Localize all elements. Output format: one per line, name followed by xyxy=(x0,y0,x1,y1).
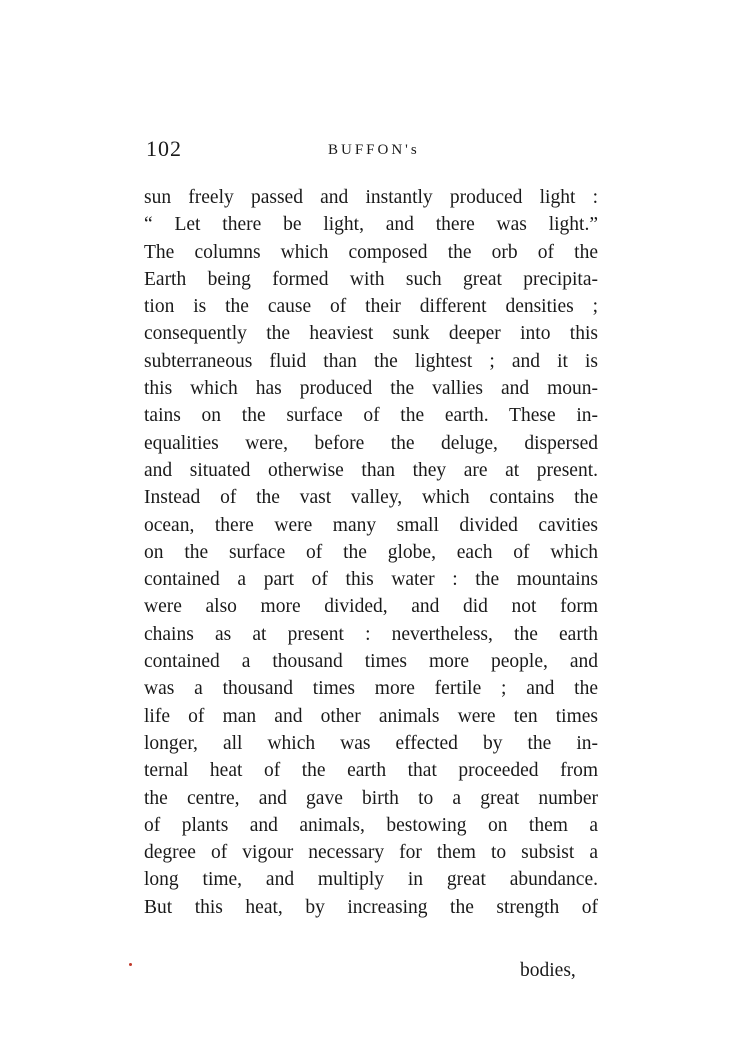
text-line: ternal heat of the earth that proceeded from xyxy=(144,760,598,782)
text-line: life of man and other animals were ten times xyxy=(144,705,598,727)
text-line: this which has produced the vallies and moun- xyxy=(144,378,598,400)
text-line: degree of vigour necessary for them to subsist a xyxy=(144,842,598,864)
text-line: was a thousand times more fertile ; and the xyxy=(144,678,598,700)
text-line: ocean, there were many small divided cavities xyxy=(144,514,598,536)
text-line: equalities were, before the deluge, dispersed xyxy=(144,432,598,454)
running-head: BUFFON's xyxy=(328,142,420,158)
page-number: 102 xyxy=(146,136,182,161)
text-line: the centre, and gave birth to a great number xyxy=(144,787,598,809)
text-line: But this heat, by increasing the strength of xyxy=(144,896,598,918)
text-line: were also more divided, and did not form xyxy=(144,596,598,618)
text-line: subterraneous fluid than the lightest ; and it is xyxy=(144,350,598,372)
text-line: Instead of the vast valley, which contains the xyxy=(144,487,598,509)
text-line: on the surface of the globe, each of which xyxy=(144,541,598,563)
text-line: tains on the surface of the earth. These in- xyxy=(144,405,598,427)
text-line: long time, and multiply in great abundance. xyxy=(144,869,598,891)
text-line: consequently the heaviest sunk deeper into this xyxy=(144,323,598,345)
text-line: and situated otherwise than they are at present. xyxy=(144,459,598,481)
text-line: tion is the cause of their different densities ; xyxy=(144,296,598,318)
text-line: longer, all which was effected by the in- xyxy=(144,732,598,754)
page-header xyxy=(146,136,598,166)
text-line: Earth being formed with such great precipita- xyxy=(144,268,598,290)
ink-speck xyxy=(129,963,132,966)
text-line: The columns which composed the orb of the xyxy=(144,241,598,263)
text-line: sun freely passed and instantly produced light : xyxy=(144,187,598,208)
catchword: bodies, xyxy=(520,960,576,981)
text-line: of plants and animals, bestowing on them a xyxy=(144,814,598,836)
text-line: contained a thousand times more people, and xyxy=(144,651,598,673)
body-text xyxy=(144,184,598,921)
text-line: “ Let there be light, and there was light.” xyxy=(144,214,598,236)
text-line: chains as at present : nevertheless, the earth xyxy=(144,623,598,645)
text-line: contained a part of this water : the mountains xyxy=(144,569,598,591)
